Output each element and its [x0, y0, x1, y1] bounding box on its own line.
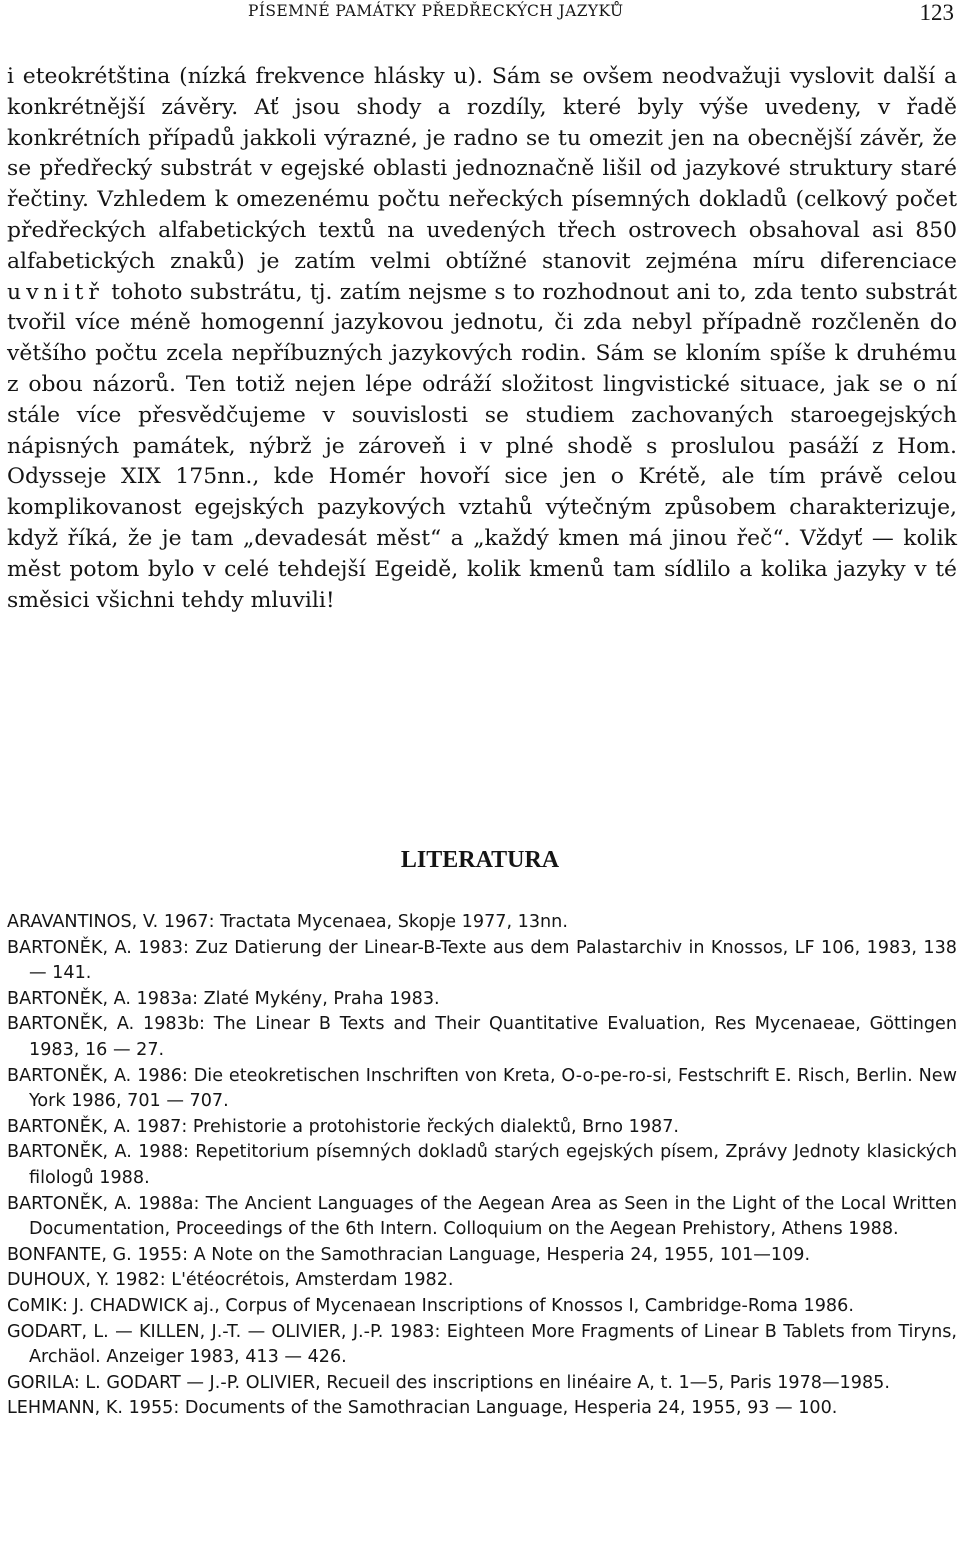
reference-entry: BARTONĚK, A. 1983: Zuz Datierung der Linear-B-Texte aus dem Palastarchiv in Knossos, LF 106, 1983, 138 — 141.	[7, 937, 957, 984]
running-header-title: PÍSEMNÉ PAMÁTKY PŘEDŘECKÝCH JAZYKŮ	[248, 2, 624, 20]
spaced-emphasis: uvnitř	[7, 279, 104, 305]
reference-entry: BONFANTE, G. 1955: A Note on the Samothracian Language, Hesperia 24, 1955, 101—109.	[7, 1244, 811, 1265]
page-number: 123	[919, 0, 954, 25]
reference-entry: BARTONĚK, A. 1983b: The Linear B Texts and Their Quantitative Evaluation, Res Mycenaeae, Göttingen 1983, 16 — 27.	[7, 1014, 957, 1060]
reference-list	[7, 910, 957, 1422]
reference-entry: LEHMANN, K. 1955: Documents of the Samothracian Language, Hesperia 24, 1955, 93 — 100.	[7, 1398, 838, 1419]
body-text-part-2: tohoto substrátu, tj. zatím nejsme s to rozhodnout ani to, zda tento substrát tvořil více méně homogenní jazykovou jednotu, či zda nebyl případně rozčleněn do většího počtu zcela nepříbuzných jazykových rodin. Sám se kloním spíše k druhému z obou názorů. Ten totiž nejen lépe odráží složitost lingvistické situace, jak se o ní stále více přesvědčujeme v souvislosti se studiem zachovaných staroegejských nápisných památek, nýbrž je zároveň i v plné shodě s proslulou pasáží z Hom. Odysseje XIX 175nn., kde Homér hovoří sice jen o Krétě, ale tím právě celou komplikovanost egejských pazykových vztahů výtečným způsobem charakterizuje, když říká, že je tam „devadesát měst“ a „každý kmen má jinou řeč“. Vždyť — kolik měst potom bylo v celé tehdejší Egeidě, kolik kmenů tam sídlilo a kolika jazyky v té směsici všichni tehdy mluvili!	[7, 279, 957, 613]
reference-entry: ARAVANTINOS, V. 1967: Tractata Mycenaea, Skopje 1977, 13nn.	[7, 912, 568, 932]
reference-entry: CoMIK: J. CHADWICK aj., Corpus of Mycenaean Inscriptions of Knossos I, Cambridge-Roma 1986.	[7, 1295, 854, 1316]
body-text-part-1: i eteokrétština (nízká frekvence hlásky u). Sám se ovšem neodvažuji vyslovit další a konkrétnější závěry. Ať jsou shody a rozdíly, které byly výše uvedeny, v řadě konkrétních případů jakkoli výrazné, je radno se tu omezit jen na obecnější závěr, že se předřecký substrát v egejské oblasti jednoznačně lišil od jazykové struktury staré řečtiny. Vzhledem k omezenému počtu neřeckých písemných dokladů (celkový počet předřeckých alfabetických textů na uvedených třech ostrovech obsahoval asi 850 alfabetických znaků) je zatím velmi obtížné stanovit zejména míru diferenciace	[7, 64, 957, 274]
reference-entry: BARTONĚK, A. 1986: Die eteokretischen Inschriften von Kreta, O-o-pe-ro-si, Festschrift E. Risch, Berlin. New York 1986, 701 — 707.	[7, 1065, 957, 1112]
reference-entry: GODART, L. — KILLEN, J.-T. — OLIVIER, J.-P. 1983: Eighteen More Fragments of Linear B Tablets from Tiryns, Archäol. Anzeiger 1983, 413 — 426.	[7, 1321, 957, 1368]
reference-entry: BARTONĚK, A. 1988a: The Ancient Languages of the Aegean Area as Seen in the Light of the Local Written Documentation, Proceedings of the 6th Intern. Colloquium on the Aegean Prehistory, Athens 1988.	[7, 1193, 957, 1240]
reference-entry: BARTONĚK, A. 1983a: Zlaté Mykény, Praha 1983.	[7, 988, 440, 1009]
reference-entry: BARTONĚK, A. 1988: Repetitorium písemných dokladů starých egejských písem, Zprávy Jednoty klasických filologů 1988.	[7, 1142, 957, 1188]
reference-entry: BARTONĚK, A. 1987: Prehistorie a protohistorie řeckých dialektů, Brno 1987.	[7, 1116, 680, 1137]
reference-entry: GORILA: L. GODART — J.-P. OLIVIER, Recueil des inscriptions en linéaire A, t. 1—5, Paris 1978—1985.	[7, 1372, 890, 1393]
reference-entry: DUHOUX, Y. 1982: L'étéocrétois, Amsterdam 1982.	[7, 1270, 454, 1291]
body-text	[7, 62, 957, 616]
body-paragraph	[7, 62, 957, 616]
section-heading: LITERATURA	[400, 847, 560, 873]
